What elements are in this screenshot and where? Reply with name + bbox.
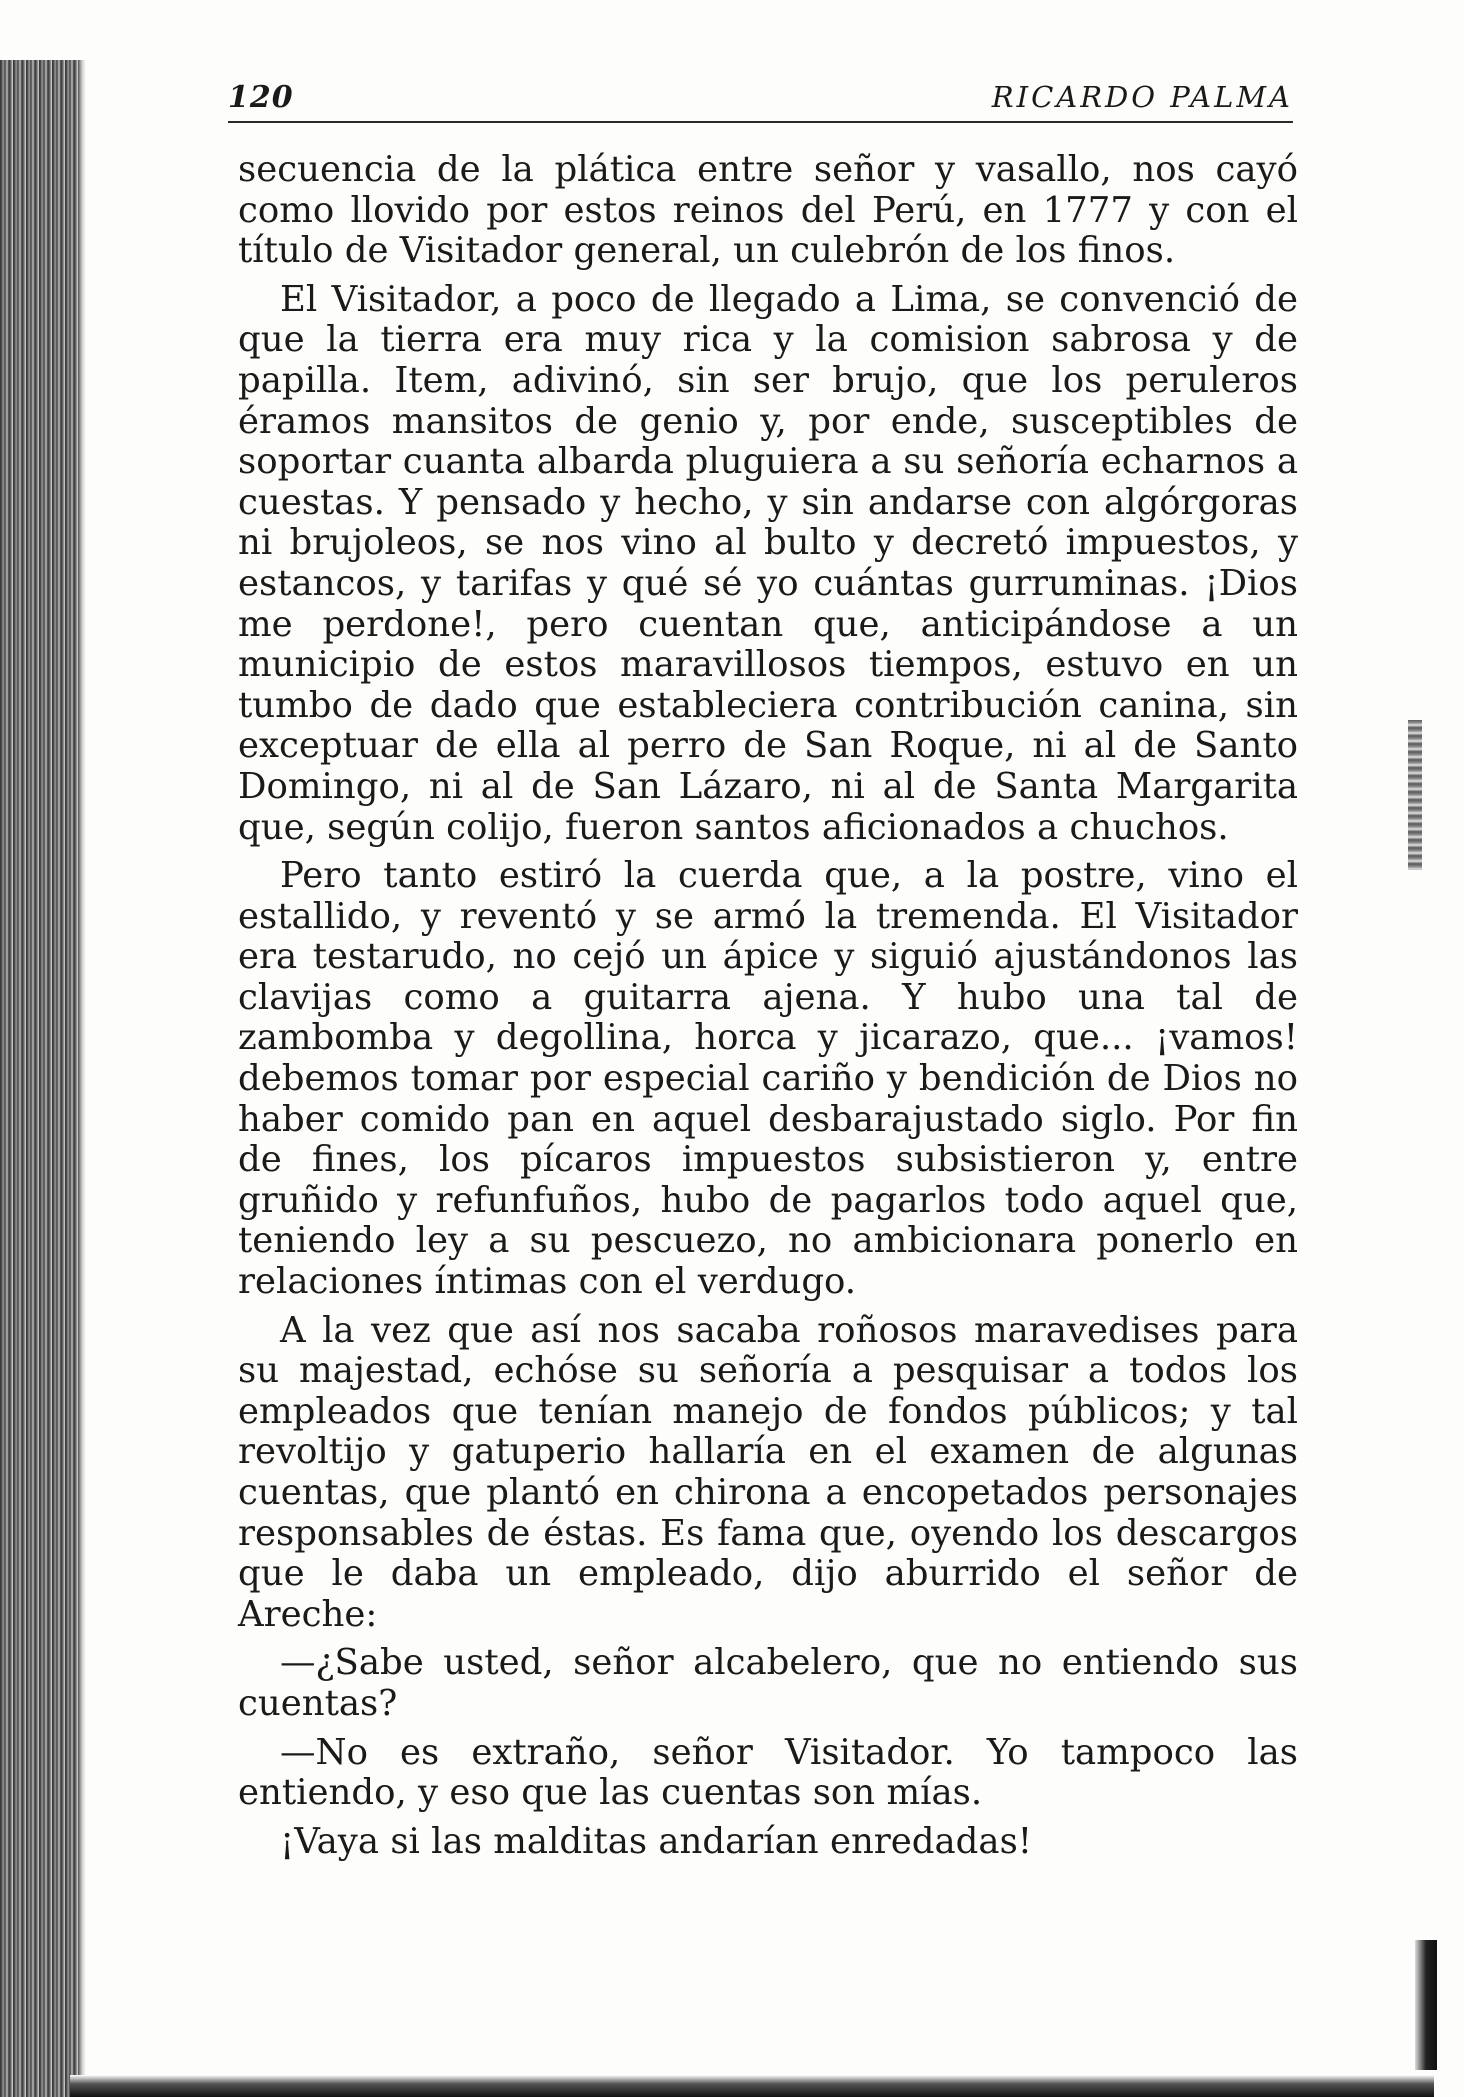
paragraph: A la vez que así nos sacaba roñosos maravedises para su majestad, echóse su señoría a pesquisar a todos los empleados que tenían manejo de fondos públicos; y tal revoltijo y gatuperio hallaría en el examen de algunas cuentas, que plantó en chirona a encopetados personajes responsables de éstas. Es fama que, oyendo los descargos que le daba un empleado, dijo aburrido el señor de Areche: (238, 1309, 1298, 1635)
paragraph: secuencia de la plática entre señor y vasallo, nos cayó como llovido por estos reinos del Perú, en 1777 y con el título de Visitador general, un culebrón de los finos. (238, 149, 1298, 272)
paragraph: Pero tanto estiró la cuerda que, a la postre, vino el estallido, y reventó y se armó la tremenda. El Visitador era testarudo, no cejó un ápice y siguió ajustándonos las clavijas como a guitarra ajena. Y hubo una tal de zambomba y degollina, horca y jicarazo, que... ¡vamos! debemos tomar por especial cariño y bendición de Dios no haber comido pan en aquel desbarajustado siglo. Por fin de fines, los pícaros impuestos subsistieron y, entre gruñido y refunfuños, hubo de pagarlos todo aquel que, teniendo ley a su pescuezo, no ambicionara ponerlo en relaciones íntimas con el verdugo. (238, 855, 1298, 1303)
binding-shadow (78, 60, 86, 2097)
running-header (228, 80, 1293, 120)
running-title: RICARDO PALMA (991, 80, 1293, 114)
page-corner-shadow (1415, 1940, 1437, 2070)
page-bottom-edge (70, 2075, 1434, 2097)
dialogue-line: —¿Sabe usted, señor alcabelero, que no entiendo sus cuentas? (238, 1642, 1298, 1724)
body-text (238, 150, 1298, 1862)
paragraph: El Visitador, a poco de llegado a Lima, se convenció de que la tierra era muy rica y la comision sabrosa y de papilla. Item, adivinó, sin ser brujo, que los peruleros éramos mansitos de genio y, por ende, susceptibles de soportar cuanta albarda pluguiera a su señoría echarnos a cuestas. Y pensado y hecho, y sin andarse con algórgoras ni brujoleos, se nos vino al bulto y decretó impuestos, y estancos, y tarifas y qué sé yo cuántas gurruminas. ¡Dios me perdone!, pero cuentan que, anticipándose a un municipio de estos maravillosos tiempos, estuvo en un tumbo de dado que estableciera contribución canina, sin exceptuar de ella al perro de San Roque, ni al de Santo Domingo, ni al de San Lázaro, ni al de Santa Margarita que, según colijo, fueron santos aficionados a chuchos. (238, 278, 1298, 848)
paragraph: ¡Vaya si las malditas andarían enredadas! (280, 1820, 1033, 1862)
scan-artifact (1408, 720, 1422, 870)
page-number: 120 (228, 80, 294, 115)
header-rule (228, 121, 1293, 123)
book-binding-edge (0, 60, 78, 2097)
dialogue-line: —No es extraño, señor Visitador. Yo tampoco las entiendo, y eso que las cuentas son mías. (238, 1731, 1298, 1814)
